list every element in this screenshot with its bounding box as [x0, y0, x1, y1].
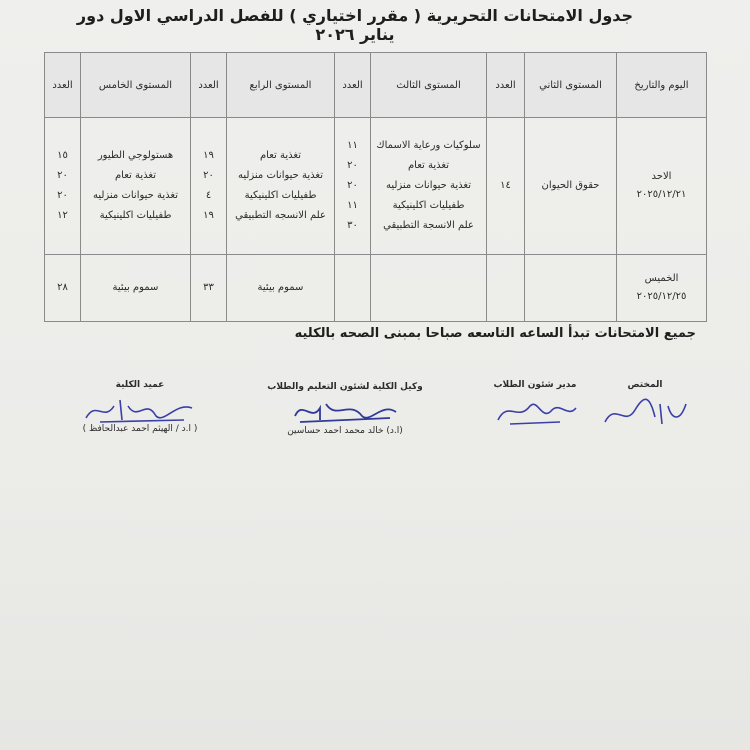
handwritten-signature-icon: [80, 392, 200, 428]
level5-cell: [81, 255, 191, 322]
cell-line: طفيليات اكلينيكية: [392, 200, 465, 211]
level4-cell: [227, 255, 335, 322]
header-level5: المستوى الخامس: [81, 53, 191, 118]
cell-line: ٢٠: [203, 170, 214, 181]
cell-line: ١٩: [203, 210, 214, 221]
cell-line: ٤: [205, 190, 212, 201]
cell-line: تغذية تعام: [259, 150, 302, 161]
exam-time-note: جميع الامتحانات تبدأ الساعه التاسعه صباحا بمبنى الصحه بالكليه: [294, 326, 696, 341]
header-row: [45, 53, 707, 118]
cell-line: ١١: [347, 200, 358, 211]
header-level2: المستوى الثاني: [525, 53, 617, 118]
exam-schedule-table: [44, 52, 707, 322]
signature-block-vice-dean: [250, 382, 440, 436]
signature-block-specialist: [590, 380, 700, 424]
count4-cell: [191, 118, 227, 255]
cell-line: سلوكيات ورعاية الاسماك: [376, 140, 481, 151]
signature-block-dean: [60, 380, 220, 434]
table-row: [45, 118, 707, 255]
count2-cell: [487, 255, 525, 322]
cell-line: طفيليات اكلينيكية: [244, 190, 317, 201]
cell-line: علم الانسجة التطبيقي: [383, 220, 474, 231]
signature-role: المختص: [627, 380, 663, 390]
signature-role: مدير شئون الطلاب: [493, 380, 577, 390]
cell-line: تغذية حيوانات منزليه: [237, 170, 324, 181]
cell-line: ١١: [347, 140, 358, 151]
header-count4: العدد: [191, 53, 227, 118]
level3-cell: [371, 255, 487, 322]
cell-line: ٢٠: [347, 160, 358, 171]
page-title: جدول الامتحانات التحريرية ( مقرر اختياري ) للفصل الدراسي الاول دور يناير ٢٠٢٦: [76, 6, 634, 44]
count3-cell: [335, 255, 371, 322]
cell-line: تغذية تعام: [407, 160, 450, 171]
level5-cell: [81, 118, 191, 255]
cell-line: ٢٠: [57, 190, 68, 201]
cell-line: سموم بيئية: [112, 282, 159, 293]
signature-role: وكيل الكلية لشئون التعليم والطلاب: [267, 382, 423, 392]
cell-line: سموم بيئية: [257, 282, 304, 293]
cell-line: ٢٠: [57, 170, 68, 181]
count5-cell: [45, 118, 81, 255]
cell-line: ٢٠: [347, 180, 358, 191]
date-label: ٢٠٢٥/١٢/٢٥: [636, 291, 687, 302]
cell-line: ٣٠: [347, 220, 358, 231]
count4-cell: [191, 255, 227, 322]
level4-cell: [227, 118, 335, 255]
day-date-cell: [617, 118, 707, 255]
day-label: الخميس: [644, 273, 679, 284]
count2-cell: [487, 118, 525, 255]
cell-line: طفيليات اكلينيكية: [99, 210, 172, 221]
date-label: ٢٠٢٥/١٢/٢١: [636, 189, 687, 200]
cell-line: حقوق الحيوان: [541, 180, 600, 191]
level3-cell: [371, 118, 487, 255]
cell-line: ١٩: [203, 150, 214, 161]
cell-line: ٣٣: [203, 282, 214, 293]
table-row: [45, 255, 707, 322]
handwritten-signature-icon: [490, 392, 580, 432]
handwritten-signature-icon: [600, 392, 690, 432]
cell-line: ١٢: [57, 210, 68, 221]
cell-line: تغذية حيوانات منزليه: [385, 180, 472, 191]
handwritten-signature-icon: [290, 394, 400, 428]
header-level3: المستوى الثالث: [371, 53, 487, 118]
cell-line: هستولوجي الطيور: [97, 150, 174, 161]
cell-line: ١٥: [57, 150, 68, 161]
level2-cell: [525, 255, 617, 322]
cell-line: ٢٨: [57, 282, 68, 293]
header-count3: العدد: [335, 53, 371, 118]
cell-line: ١٤: [500, 180, 511, 191]
signature-name: ( ا.د / الهيثم احمد عبدالحافظ ): [82, 424, 198, 434]
signature-block-student-affairs: [475, 380, 595, 424]
header-day-date: اليوم والتاريخ: [617, 53, 707, 118]
level2-cell: [525, 118, 617, 255]
signature-name: (ا.د) خالد محمد احمد حساسين: [287, 426, 403, 436]
day-date-cell: [617, 255, 707, 322]
signature-role: عميد الكلية: [115, 380, 165, 390]
header-level4: المستوى الرابع: [227, 53, 335, 118]
header-count2: العدد: [487, 53, 525, 118]
cell-line: علم الانسجه التطبيقي: [235, 210, 326, 221]
count3-cell: [335, 118, 371, 255]
count5-cell: [45, 255, 81, 322]
cell-line: تغذية حيوانات منزليه: [92, 190, 179, 201]
cell-line: تغذية تعام: [114, 170, 157, 181]
day-label: الاحد: [651, 171, 672, 182]
header-count5: العدد: [45, 53, 81, 118]
